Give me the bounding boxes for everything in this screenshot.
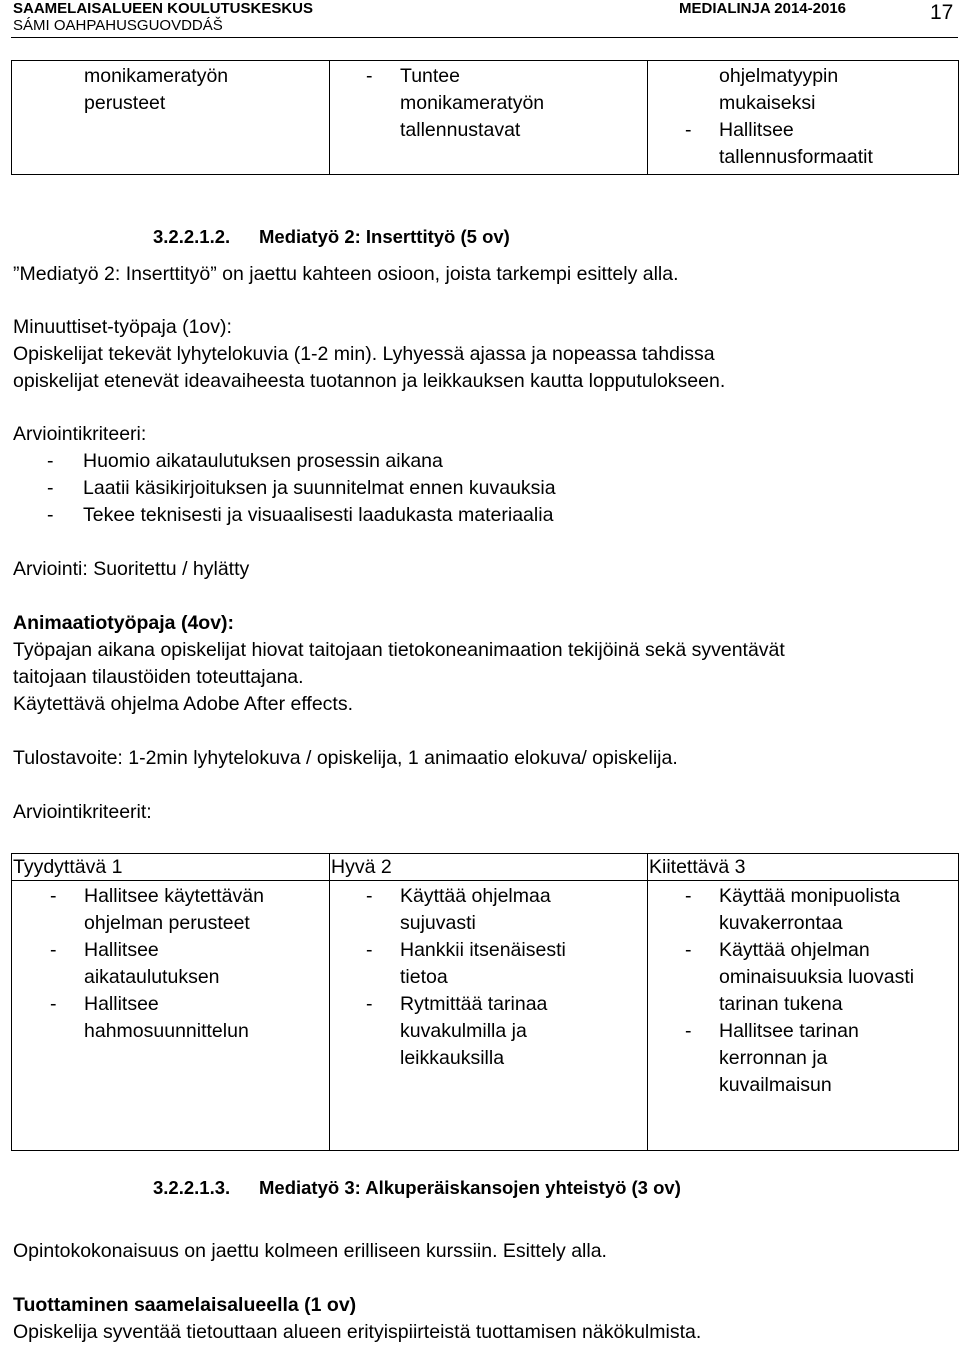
section-number: 3.2.2.1.2. bbox=[153, 226, 231, 247]
org-name-finnish: SAAMELAISALUEEN KOULUTUSKESKUS bbox=[13, 0, 314, 17]
grade-header bbox=[12, 854, 330, 881]
top-table bbox=[11, 60, 959, 175]
target-text: Tulostavoite: 1-2min lyhytelokuva / opiskelija, 1 animaatio elokuva/ opiskelija. bbox=[13, 747, 678, 769]
header-rule bbox=[11, 37, 958, 38]
workshop2-text-line: Käytettävä ohjelma Adobe After effects. bbox=[13, 693, 354, 715]
criteria2-label: Arviointikriteerit: bbox=[13, 801, 152, 823]
list-item: - Hankkii itsenäisesti tietoa bbox=[366, 937, 586, 991]
workshop1-title: Minuuttiset-työpaja (1ov): bbox=[13, 316, 232, 338]
list-item: - Rytmittää tarinaa kuvakulmilla ja leikkauksilla bbox=[366, 991, 586, 1072]
course-title: Tuottaminen saamelaisalueella (1 ov) bbox=[13, 1294, 357, 1316]
table-cell bbox=[648, 881, 959, 1151]
list-item: - Käyttää ohjelmaa sujuvasti bbox=[366, 883, 586, 937]
list-item: - Hallitsee käytettävän ohjelman perusteet bbox=[50, 883, 285, 937]
list-item: - Hallitsee tarinan kerronnan ja kuvailmaisun bbox=[685, 1018, 925, 1099]
list-item: - Tuntee monikameratyön tallennustavat bbox=[366, 63, 581, 144]
grade-header bbox=[648, 854, 959, 881]
workshop1-text-line: Opiskelijat tekevät lyhytelokuvia (1-2 min). Lyhyessä ajassa ja nopeassa tahdissa bbox=[13, 343, 715, 365]
dash-list bbox=[50, 881, 285, 1045]
table-row bbox=[12, 61, 959, 175]
list-item: - Käyttää monipuolista kuvakerrontaa bbox=[685, 883, 925, 937]
dash-list bbox=[366, 881, 586, 1072]
dash-list bbox=[685, 881, 925, 1099]
criteria-item: - Huomio aikataulutuksen prosessin aikana bbox=[13, 448, 556, 475]
table-header-row bbox=[12, 854, 959, 881]
dash-list bbox=[366, 61, 581, 144]
cell-lead-text bbox=[685, 63, 958, 117]
workshop2-text-line: taitojaan tilaustöiden toteuttajana. bbox=[13, 666, 304, 688]
cell-content bbox=[12, 61, 329, 117]
page-number: 17 bbox=[930, 1, 954, 24]
workshop2-text-line: Työpajan aikana opiskelijat hiovat taitojaan tietokoneanimaation tekijöinä sekä syventävät bbox=[13, 639, 785, 661]
criteria-label: Arviointikriteeri: bbox=[13, 423, 147, 445]
table-cell bbox=[330, 61, 648, 175]
cell-text-line: monikameratyön bbox=[84, 65, 229, 87]
cell-content bbox=[685, 61, 958, 171]
table-cell bbox=[12, 61, 330, 175]
grade-header-label: Hyvä 2 bbox=[331, 856, 392, 878]
list-item: - Hallitsee hahmosuunnittelun bbox=[50, 991, 285, 1045]
table-row bbox=[12, 881, 959, 1151]
criteria-item: - Laatii käsikirjoituksen ja suunnitelmat ennen kuvauksia bbox=[13, 475, 556, 502]
table-cell bbox=[330, 881, 648, 1151]
section-number: 3.2.2.1.3. bbox=[153, 1177, 231, 1198]
grade-table bbox=[11, 853, 959, 1151]
cell-text-line: ohjelmatyypin bbox=[719, 65, 839, 87]
grade-header-label: Kiitettävä 3 bbox=[649, 856, 746, 878]
cell-text-line: perusteet bbox=[84, 92, 166, 114]
header-organization bbox=[13, 0, 313, 34]
criteria-item: - Tekee teknisesti ja visuaalisesti laadukasta materiaalia bbox=[13, 502, 556, 529]
org-name-sami: SÁMI OAHPAHUSGUOVDDÁŠ bbox=[13, 17, 223, 34]
section-title: Mediatyö 3: Alkuperäiskansojen yhteistyö (3 ov) bbox=[259, 1177, 681, 1198]
section-intro: ”Mediatyö 2: Inserttityö” on jaettu kahteen osioon, joista tarkempi esittely alla. bbox=[13, 263, 679, 285]
assessment-text: Arviointi: Suoritettu / hylätty bbox=[13, 558, 250, 580]
table-cell bbox=[12, 881, 330, 1151]
grade-header-label: Tyydyttävä 1 bbox=[13, 856, 123, 878]
table-cell bbox=[648, 61, 959, 175]
dash-list bbox=[685, 117, 915, 171]
list-item: - Käyttää ohjelman ominaisuuksia luovasti tarinan tukena bbox=[685, 937, 925, 1018]
criteria-list bbox=[13, 448, 556, 529]
grade-header bbox=[330, 854, 648, 881]
cell-text-line: mukaiseksi bbox=[719, 92, 816, 114]
workshop1-text-line: opiskelijat etenevät ideavaiheesta tuotannon ja leikkauksen kautta lopputulokseen. bbox=[13, 370, 726, 392]
document-title: MEDIALINJA 2014-2016 bbox=[679, 0, 847, 17]
course-text: Opiskelija syventää tietouttaan alueen erityispiirteistä tuottamisen näkökulmista. bbox=[13, 1321, 702, 1343]
section-title: Mediatyö 2: Inserttityö (5 ov) bbox=[259, 226, 510, 247]
list-item: - Hallitsee tallennusformaatit bbox=[685, 117, 915, 171]
section-heading bbox=[153, 1176, 681, 1200]
section-intro: Opintokokonaisuus on jaettu kolmeen erilliseen kurssiin. Esittely alla. bbox=[13, 1240, 607, 1262]
list-item: - Hallitsee aikataulutuksen bbox=[50, 937, 285, 991]
workshop2-title: Animaatiotyöpaja (4ov): bbox=[13, 612, 235, 634]
section-heading bbox=[153, 225, 510, 249]
